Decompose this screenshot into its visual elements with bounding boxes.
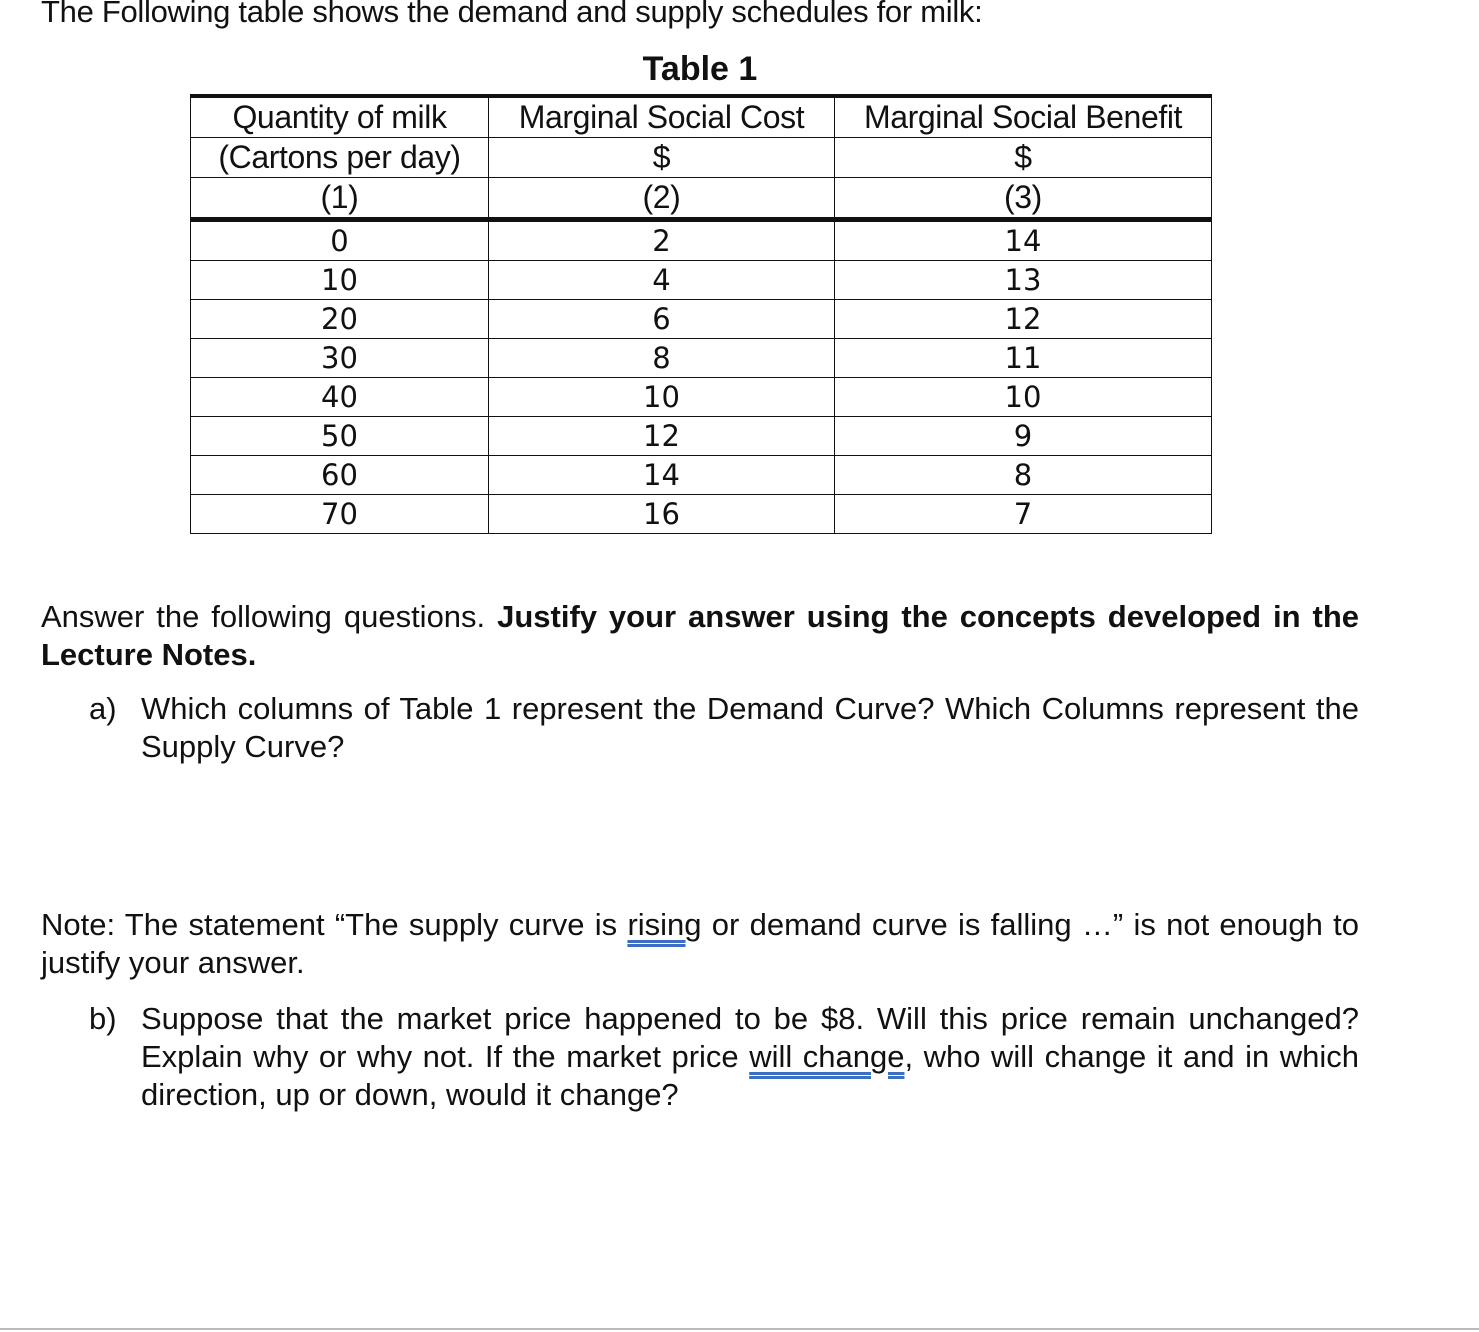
page-bottom-divider bbox=[0, 1328, 1479, 1330]
note-text bbox=[41, 906, 1359, 982]
table-row bbox=[191, 378, 1212, 417]
question-b-text bbox=[141, 1000, 1359, 1114]
quantity-cell: 70 bbox=[191, 495, 489, 534]
question-a-text: Which columns of Table 1 represent the Demand Curve? Which Columns represent the Supply Curve? bbox=[141, 691, 1359, 764]
msc-cell: 2 bbox=[489, 220, 835, 261]
table-row bbox=[191, 456, 1212, 495]
msb-cell: 12 bbox=[835, 300, 1212, 339]
column-unit: $ bbox=[489, 138, 835, 178]
table-row bbox=[191, 417, 1212, 456]
table-row bbox=[191, 339, 1212, 378]
msb-cell: 14 bbox=[835, 220, 1212, 261]
quantity-cell: 40 bbox=[191, 378, 489, 417]
column-header: Marginal Social Cost bbox=[489, 96, 835, 138]
question-b-before: Suppose that the market price happened to be $8. Will this price remain unchanged? Explain why or why not. If the market price bbox=[141, 1001, 1359, 1074]
msc-cell: 16 bbox=[489, 495, 835, 534]
column-header: Quantity of milk bbox=[191, 96, 489, 138]
instructions-bold: Justify your answer using the concepts developed in the Lecture Notes. bbox=[41, 599, 1359, 672]
column-number: (2) bbox=[489, 178, 835, 220]
msb-cell: 10 bbox=[835, 378, 1212, 417]
quantity-cell: 20 bbox=[191, 300, 489, 339]
column-number: (1) bbox=[191, 178, 489, 220]
quantity-cell: 10 bbox=[191, 261, 489, 300]
quantity-cell: 0 bbox=[191, 220, 489, 261]
column-unit: (Cartons per day) bbox=[191, 138, 489, 178]
table-row bbox=[191, 220, 1212, 261]
table-row bbox=[191, 300, 1212, 339]
table-header-row bbox=[191, 96, 1212, 138]
table-row bbox=[191, 495, 1212, 534]
table-row bbox=[191, 261, 1212, 300]
note-after: or demand curve is falling …” is not enough to justify your answer. bbox=[41, 907, 1359, 980]
table-title: Table 1 bbox=[642, 50, 758, 88]
question-b-underlined: will change bbox=[749, 1039, 905, 1074]
column-header: Marginal Social Benefit bbox=[835, 96, 1212, 138]
msb-cell: 8 bbox=[835, 456, 1212, 495]
column-number: (3) bbox=[835, 178, 1212, 220]
table-header-row bbox=[191, 138, 1212, 178]
msc-cell: 12 bbox=[489, 417, 835, 456]
question-b-after: , who will change it and in which direction, up or down, would it change? bbox=[141, 1039, 1359, 1112]
msc-cell: 4 bbox=[489, 261, 835, 300]
msb-cell: 7 bbox=[835, 495, 1212, 534]
quantity-cell: 50 bbox=[191, 417, 489, 456]
msb-cell: 9 bbox=[835, 417, 1212, 456]
msc-cell: 10 bbox=[489, 378, 835, 417]
msb-cell: 13 bbox=[835, 261, 1212, 300]
msc-cell: 8 bbox=[489, 339, 835, 378]
quantity-cell: 30 bbox=[191, 339, 489, 378]
msb-cell: 11 bbox=[835, 339, 1212, 378]
answer-instructions bbox=[41, 598, 1359, 674]
supply-demand-table bbox=[190, 94, 1212, 534]
note-underlined: rising bbox=[627, 907, 702, 942]
column-unit: $ bbox=[835, 138, 1212, 178]
msc-cell: 14 bbox=[489, 456, 835, 495]
instructions-plain: Answer the following questions. bbox=[41, 599, 498, 634]
table-header-row bbox=[191, 178, 1212, 220]
question-a-marker: a) bbox=[89, 691, 117, 726]
quantity-cell: 60 bbox=[191, 456, 489, 495]
intro-text: The Following table shows the demand and supply schedules for milk: bbox=[41, 0, 983, 29]
question-b-marker: b) bbox=[89, 1001, 117, 1036]
msc-cell: 6 bbox=[489, 300, 835, 339]
note-before: Note: The statement “The supply curve is bbox=[41, 907, 628, 942]
